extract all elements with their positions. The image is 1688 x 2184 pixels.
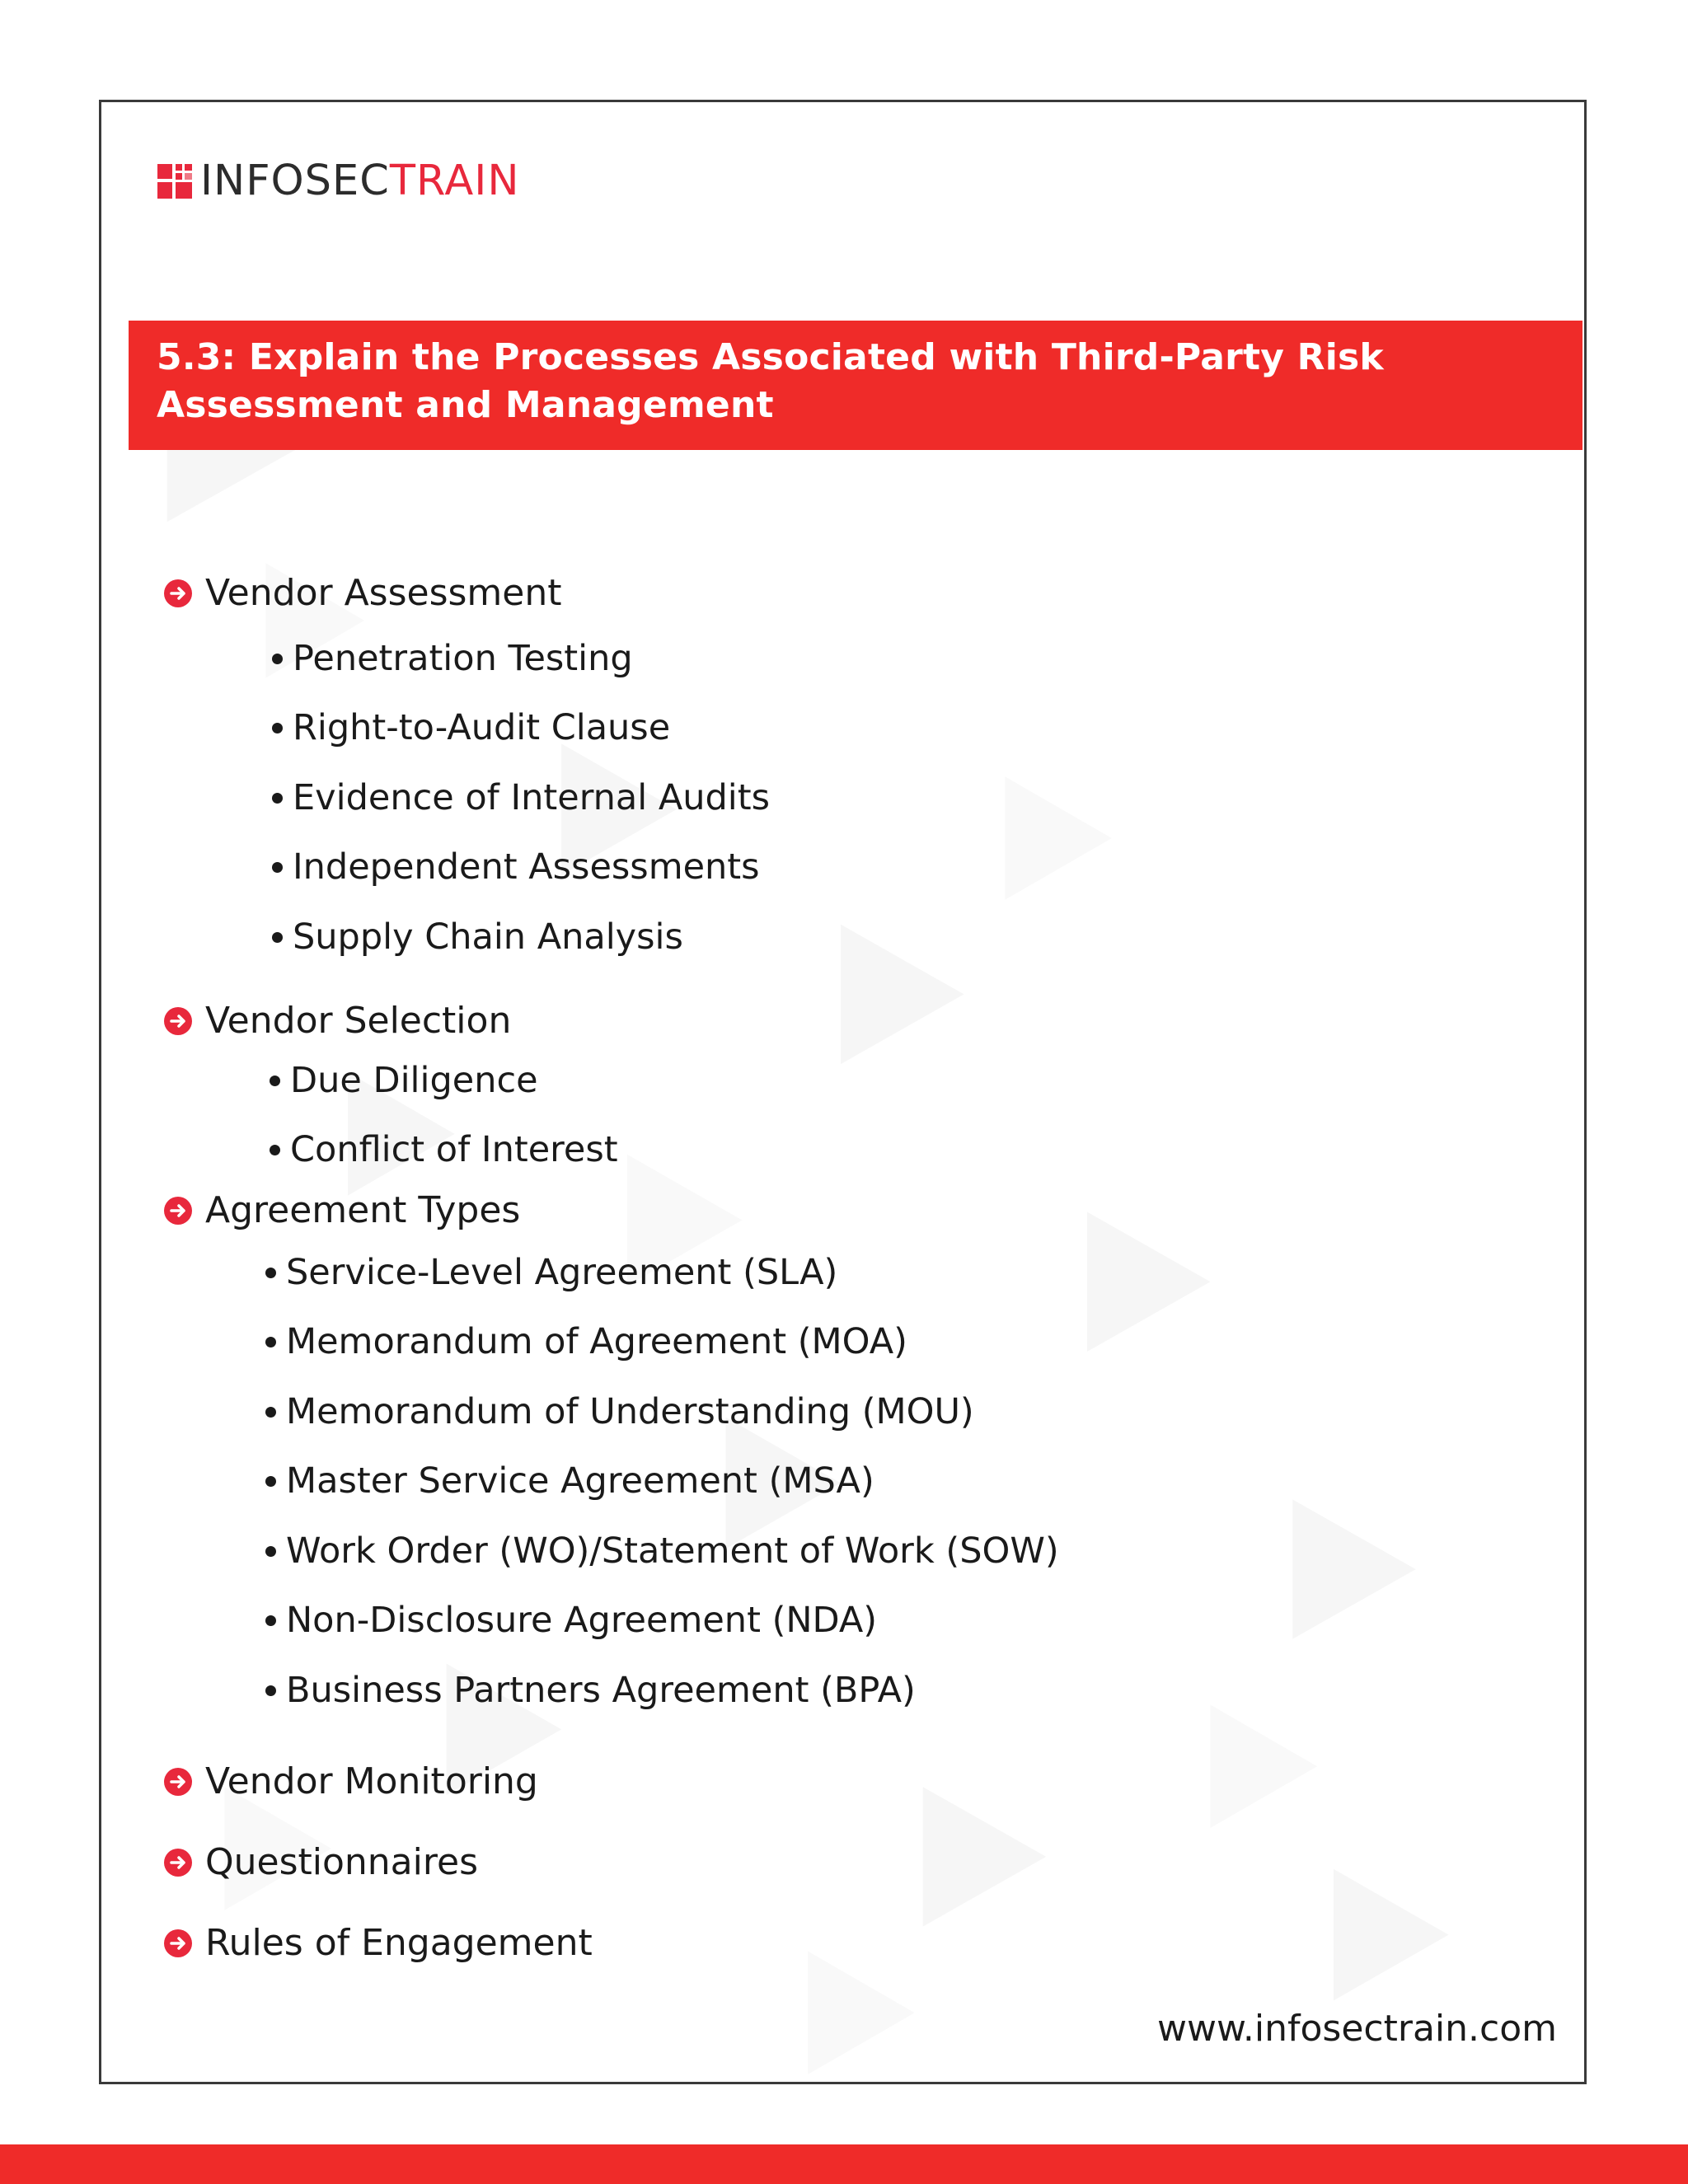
bullet-icon xyxy=(272,932,283,943)
list-item-label: Business Partners Agreement (BPA) xyxy=(286,1670,916,1711)
arrow-right-circle-icon xyxy=(164,1197,192,1225)
section-label: Agreement Types xyxy=(205,1189,521,1231)
section-label: Questionnaires xyxy=(205,1841,478,1883)
list-item xyxy=(270,1057,538,1104)
arrow-right-circle-icon xyxy=(164,1768,192,1796)
list-item-label: Due Diligence xyxy=(290,1060,538,1101)
list-item xyxy=(272,635,633,682)
list-item-label: Memorandum of Understanding (MOU) xyxy=(286,1391,974,1432)
arrow-right-circle-icon xyxy=(164,1007,192,1035)
list-item-label: Master Service Agreement (MSA) xyxy=(286,1460,874,1502)
list-item-label: Non-Disclosure Agreement (NDA) xyxy=(286,1600,878,1641)
list-item xyxy=(265,1597,877,1643)
website-link[interactable]: www.infosectrain.com xyxy=(1157,2008,1557,2050)
list-item-label: Work Order (WO)/Statement of Work (SOW) xyxy=(286,1530,1059,1572)
arrow-right-circle-icon xyxy=(164,1849,192,1877)
bullet-icon xyxy=(270,1076,280,1086)
section-vendor-assessment xyxy=(164,570,562,616)
company-logo xyxy=(157,158,520,204)
section-label: Rules of Engagement xyxy=(205,1922,593,1964)
bullet-icon xyxy=(265,1407,276,1418)
bullet-icon xyxy=(265,1546,276,1557)
bullet-icon xyxy=(272,654,283,664)
list-item xyxy=(265,1458,874,1504)
logo-text-infosec: INFOSEC xyxy=(200,157,390,205)
list-item-label: Conflict of Interest xyxy=(290,1129,618,1170)
logo-text xyxy=(200,158,520,204)
bullet-icon xyxy=(265,1476,276,1487)
bullet-icon xyxy=(265,1685,276,1696)
bullet-icon xyxy=(265,1615,276,1626)
section-label: Vendor Selection xyxy=(205,1000,512,1042)
section-label: Vendor Monitoring xyxy=(205,1760,538,1802)
list-item xyxy=(265,1528,1059,1574)
page-title: 5.3: Explain the Processes Associated with Third-Party Risk Assessment and Management xyxy=(157,336,1384,426)
list-item xyxy=(265,1319,907,1365)
list-item xyxy=(272,775,770,821)
bullet-icon xyxy=(270,1145,280,1155)
bullet-icon xyxy=(272,793,283,804)
list-item xyxy=(272,914,683,960)
bullet-icon xyxy=(265,1268,276,1278)
list-item-label: Penetration Testing xyxy=(293,638,633,679)
section-title-banner xyxy=(129,321,1582,450)
list-item-label: Independent Assessments xyxy=(293,846,760,888)
section-vendor-monitoring xyxy=(164,1759,538,1805)
list-item xyxy=(265,1249,837,1296)
bullet-icon xyxy=(272,723,283,733)
section-vendor-selection xyxy=(164,998,511,1044)
section-questionnaires xyxy=(164,1840,478,1886)
list-item xyxy=(270,1127,618,1173)
logo-text-train: TRAIN xyxy=(389,157,520,205)
page-frame xyxy=(99,100,1587,2084)
bullet-icon xyxy=(272,862,283,873)
list-item xyxy=(265,1667,916,1713)
section-label: Vendor Assessment xyxy=(205,572,562,614)
footer-bar xyxy=(0,2144,1688,2184)
section-rules-of-engagement xyxy=(164,1920,593,1966)
list-item-label: Service-Level Agreement (SLA) xyxy=(286,1252,838,1293)
list-item-label: Supply Chain Analysis xyxy=(293,916,683,958)
list-item xyxy=(265,1389,974,1435)
list-item xyxy=(272,844,760,890)
list-item xyxy=(272,705,670,751)
arrow-right-circle-icon xyxy=(164,1929,192,1957)
list-item-label: Right-to-Audit Clause xyxy=(293,707,671,748)
list-item-label: Evidence of Internal Audits xyxy=(293,777,771,818)
list-item-label: Memorandum of Agreement (MOA) xyxy=(286,1321,907,1362)
arrow-right-circle-icon xyxy=(164,579,192,607)
section-agreement-types xyxy=(164,1188,520,1234)
infosectrain-logo-icon xyxy=(157,164,192,199)
bullet-icon xyxy=(265,1337,276,1347)
